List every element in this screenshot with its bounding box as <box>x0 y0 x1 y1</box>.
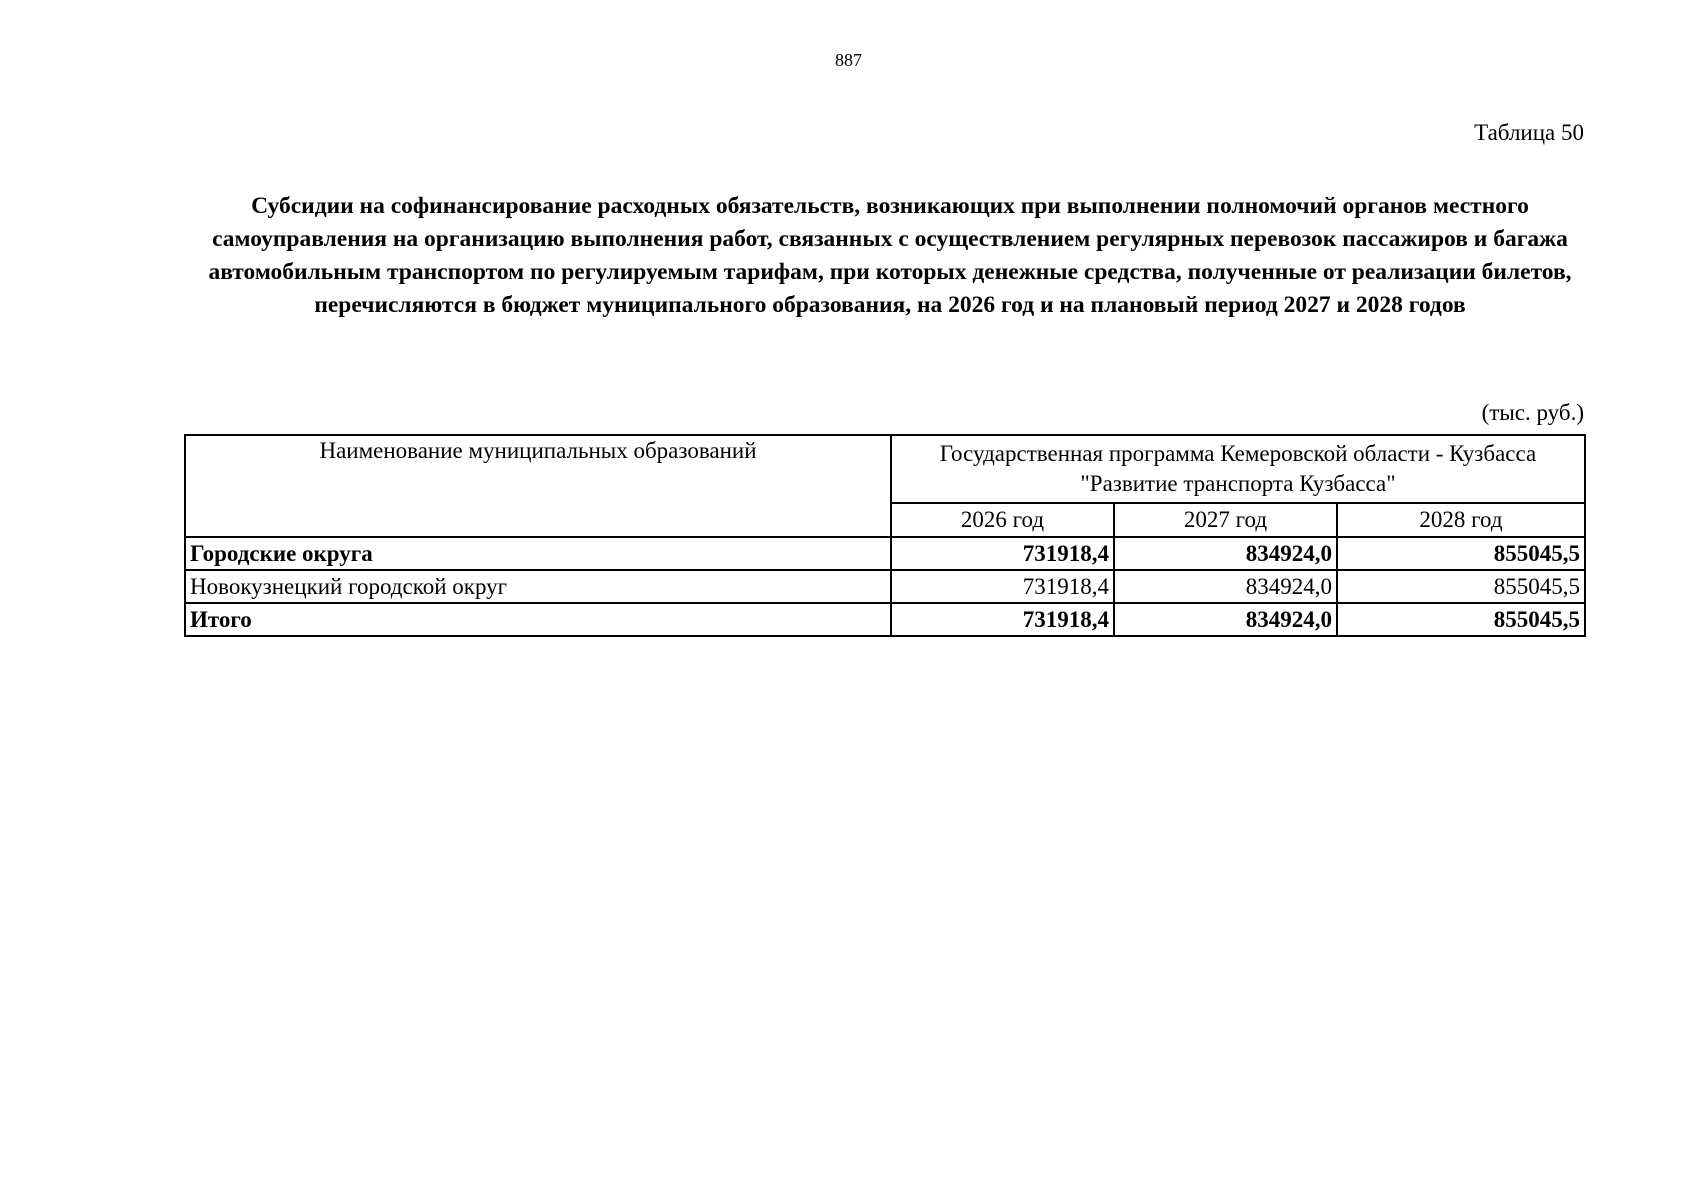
row-value-2026: 731918,4 <box>891 537 1114 570</box>
row-value-2026: 731918,4 <box>891 603 1114 636</box>
table-body <box>185 537 1585 636</box>
page-number: 887 <box>835 50 862 70</box>
header-year-2028: 2028 год <box>1337 503 1585 537</box>
row-name: Итого <box>185 603 891 636</box>
row-value-2027: 834924,0 <box>1114 570 1337 603</box>
row-value-2027: 834924,0 <box>1114 603 1337 636</box>
table-header <box>185 435 1585 537</box>
row-value-2028: 855045,5 <box>1337 603 1585 636</box>
row-value-2027: 834924,0 <box>1114 537 1337 570</box>
header-program-line1: Государственная программа Кемеровской области - Кузбасса <box>939 441 1537 466</box>
subsidies-table <box>184 434 1586 637</box>
units-label: (тыс. руб.) <box>1481 400 1584 425</box>
header-municipality-name: Наименование муниципальных образований <box>185 435 891 537</box>
header-program-line2: "Развитие транспорта Кузбасса" <box>1080 471 1396 496</box>
table-label: Таблица 50 <box>1474 120 1584 145</box>
header-year-2026: 2026 год <box>891 503 1114 537</box>
row-value-2026: 731918,4 <box>891 570 1114 603</box>
header-year-2027: 2027 год <box>1114 503 1337 537</box>
table-row <box>185 570 1585 603</box>
row-name: Городские округа <box>185 537 891 570</box>
row-value-2028: 855045,5 <box>1337 537 1585 570</box>
document-title: Субсидии на софинансирование расходных обязательств, возникающих при выполнении полномочий органов местного самоуправления на организацию выполнения работ, связанных с осуществлением регулярных перевозок пассажиров и багажа автомобильным транспортом по регулируемым тарифам, при которых денежные средства, полученные от реализации билетов, перечисляются в бюджет муниципального образования, на 2026 год и на плановый период 2027 и 2028 годов <box>208 193 1572 318</box>
table-row <box>185 537 1585 570</box>
row-value-2028: 855045,5 <box>1337 570 1585 603</box>
table-row <box>185 603 1585 636</box>
header-row-1 <box>185 435 1585 503</box>
row-name: Новокузнецкий городской округ <box>185 570 891 603</box>
header-program <box>891 435 1585 503</box>
